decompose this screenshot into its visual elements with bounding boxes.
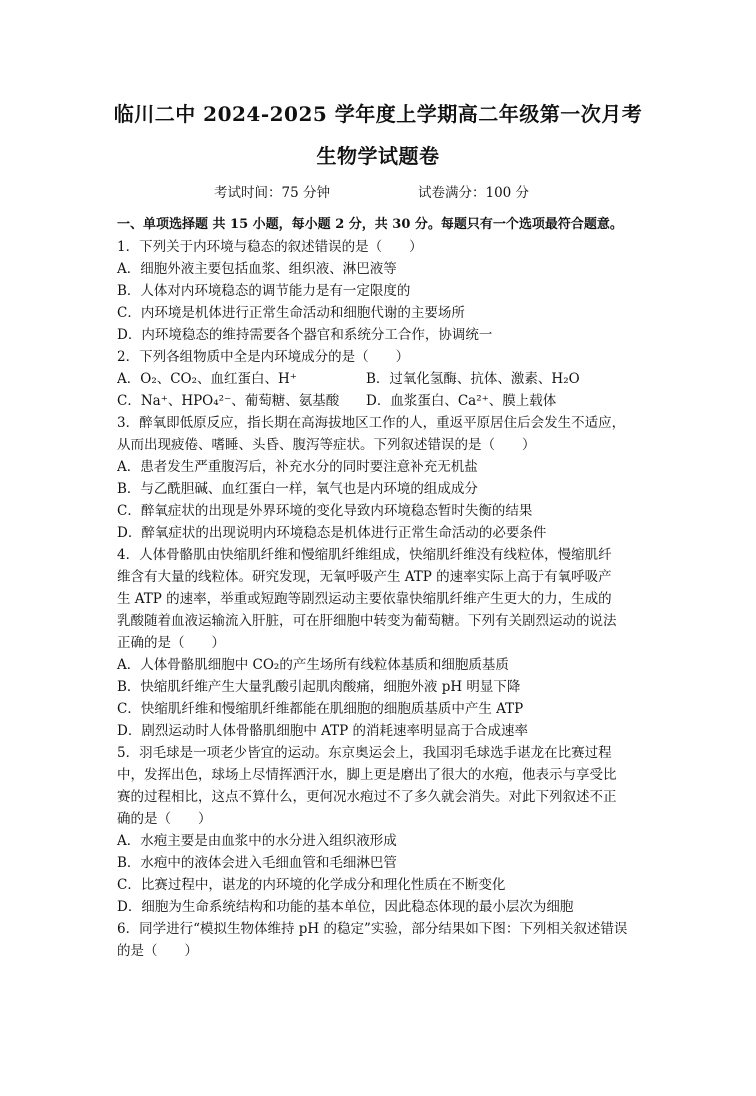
question-1-option-c: C．内环境是机体进行正常生命活动和细胞代谢的主要场所	[117, 305, 465, 321]
question-2-option-a: A．O₂、CO₂、血红蛋白、H⁺	[117, 371, 297, 387]
question-4-line-5: 正确的是（ ）	[117, 635, 225, 651]
question-3-option-d: D．醉氧症状的出现说明内环境稳态是机体进行正常生命活动的必要条件	[117, 525, 547, 541]
question-4-option-b: B．快缩肌纤维产生大量乳酸引起肌肉酸痛，细胞外液 pH 明显下降	[117, 679, 521, 695]
question-5-option-a: A．水疱主要是由血浆中的水分进入组织液形成	[117, 833, 397, 849]
question-6-line-2: 的是（ ）	[117, 943, 198, 959]
exam-subtitle: 生物学试题卷	[316, 144, 440, 168]
question-4-option-d: D．剧烈运动时人体骨骼肌细胞中 ATP 的消耗速率明显高于合成速率	[117, 723, 529, 739]
question-1-option-a: A．细胞外液主要包括血浆、组织液、淋巴液等	[117, 261, 397, 277]
section-heading: 一、单项选择题 共 15 小题，每小题 2 分，共 30 分。每题只有一个选项最符合题意。	[117, 217, 623, 232]
question-5-line-2: 中，发挥出色，球场上尽情挥洒汗水，脚上更是磨出了很大的水疱，他表示与享受比	[117, 767, 617, 783]
question-3-option-c: C．醉氧症状的出现是外界环境的变化导致内环境稳态暂时失衡的结果	[117, 503, 533, 519]
question-5-option-d: D．细胞为生命系统结构和功能的基本单位，因此稳态体现的最小层次为细胞	[117, 899, 574, 915]
question-5-line-1: 5．羽毛球是一项老少皆宜的运动。东京奥运会上，我国羽毛球选手谌龙在比赛过程	[117, 745, 612, 761]
question-4-option-a: A．人体骨骼肌细胞中 CO₂的产生场所有线粒体基质和细胞质基质	[117, 657, 509, 673]
exam-time: 考试时间：75 分钟	[214, 185, 330, 201]
question-6-line-1: 6．同学进行“模拟生物体维持 pH 的稳定”实验，部分结果如下图：下列相关叙述错误	[117, 921, 628, 937]
question-5-option-c: C．比赛过程中，谌龙的内环境的化学成分和理化性质在不断变化	[117, 877, 506, 893]
question-4-line-4: 乳酸随着血液运输流入肝脏，可在肝细胞中转变为葡萄糖。下列有关剧烈运动的说法	[117, 613, 617, 629]
question-5-option-b: B．水疱中的液体会进入毛细血管和毛细淋巴管	[117, 855, 397, 871]
question-4-line-2: 维含有大量的线粒体。研究发现，无氧呼吸产生 ATP 的速率实际上高于有氧呼吸产	[117, 569, 612, 585]
question-3-line-1: 3．醉氧即低原反应，指长期在高海拔地区工作的人，重返平原居住后会发生不适应，	[117, 415, 626, 431]
question-2-option-c: C．Na⁺、HPO₄²⁻、葡萄糖、氨基酸	[117, 393, 340, 409]
question-3-option-a: A．患者发生严重腹泻后，补充水分的同时要注意补充无机盐	[117, 459, 478, 475]
question-4-line-3: 生 ATP 的速率，举重或短跑等剧烈运动主要依靠快缩肌纤维产生更大的力，生成的	[117, 591, 612, 607]
question-3-option-b: B．与乙酰胆碱、血红蛋白一样，氧气也是内环境的组成成分	[117, 481, 478, 497]
question-5-line-3: 赛的过程相比，这点不算什么，更何况水疱过不了多久就会消失。对此下列叙述不正	[117, 789, 617, 805]
exam-title: 临川二中 2024-2025 学年度上学期高二年级第一次月考	[113, 102, 643, 126]
question-2-option-b: B．过氧化氢酶、抗体、激素、H₂O	[366, 371, 580, 387]
question-5-line-4: 确的是（ ）	[117, 811, 212, 827]
question-2: 2．下列各组物质中全是内环境成分的是（ ）	[117, 349, 410, 365]
question-2-option-d: D．血浆蛋白、Ca²⁺、膜上载体	[366, 393, 557, 409]
question-4-line-1: 4．人体骨骼肌由快缩肌纤维和慢缩肌纤维组成，快缩肌纤维没有线粒体，慢缩肌纤	[117, 547, 612, 563]
question-1-option-d: D．内环境稳态的维持需要各个器官和系统分工合作，协调统一	[117, 327, 493, 343]
question-3-line-2: 从而出现疲倦、嗜睡、头昏、腹泻等症状。下列叙述错误的是（ ）	[117, 437, 536, 453]
question-1-option-b: B．人体对内环境稳态的调节能力是有一定限度的	[117, 283, 411, 299]
question-4-option-c: C．快缩肌纤维和慢缩肌纤维都能在肌细胞的细胞质基质中产生 ATP	[117, 701, 524, 717]
question-1: 1．下列关于内环境与稳态的叙述错误的是（ ）	[117, 239, 423, 255]
full-score: 试卷满分：100 分	[418, 185, 530, 201]
